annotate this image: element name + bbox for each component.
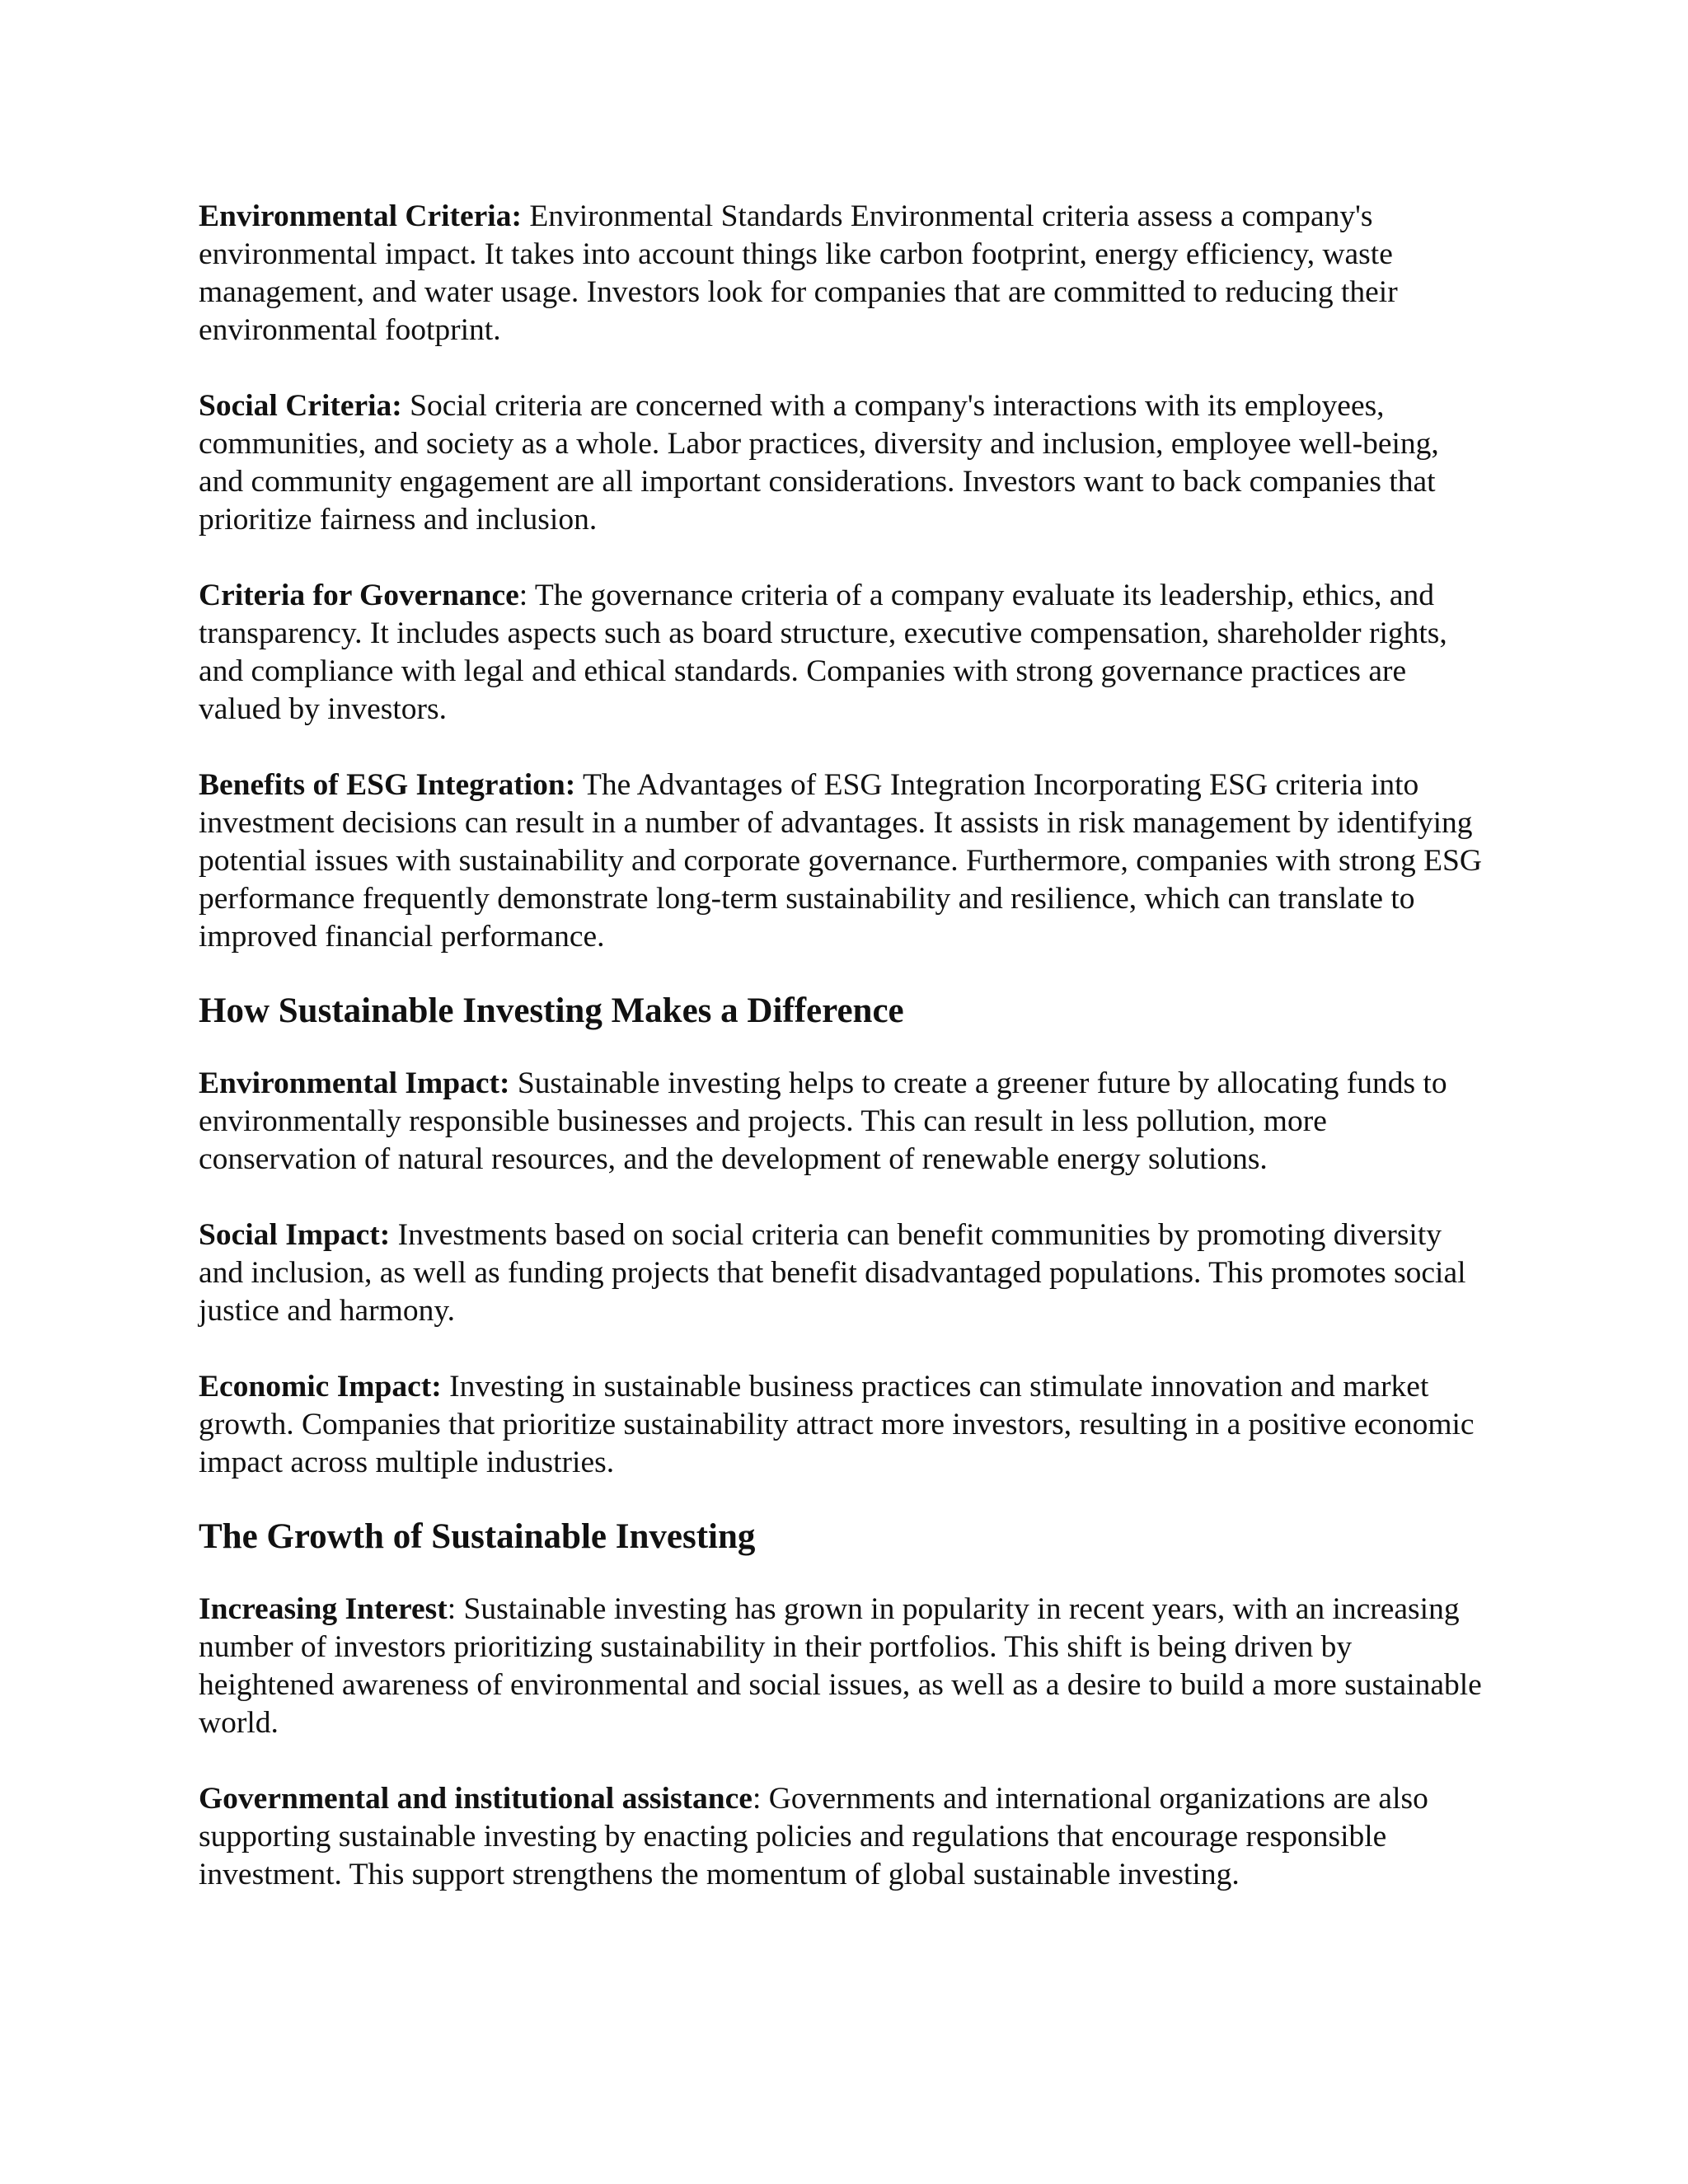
paragraph-label: Environmental Impact:	[199, 1066, 510, 1100]
paragraph-label: Governmental and institutional assistance	[199, 1782, 753, 1816]
paragraph-text: Social criteria are concerned with a company's interactions with its employees, communities, and society as a whole. Labor practices, diversity and inclusion, employee well-being, and community engagement are all important considerations. Investors want to back companies that prioritize fairness and inclusion.	[199, 389, 1439, 537]
paragraph-label: Increasing Interest	[199, 1592, 448, 1626]
paragraph-label: Environmental Criteria:	[199, 199, 522, 233]
paragraph-institutional-assistance	[199, 1780, 1489, 1894]
paragraph-label: Social Impact:	[199, 1218, 391, 1252]
paragraph-esg-benefits	[199, 766, 1489, 956]
paragraph-environmental-impact	[199, 1065, 1489, 1179]
document-page	[199, 198, 1489, 1894]
paragraph-label: Economic Impact:	[199, 1370, 442, 1404]
paragraph-text: : Sustainable investing has grown in popularity in recent years, with an increasing number of investors prioritizing sustainability in their portfolios. This shift is being driven by heightened awareness of environmental and social issues, as well as a desire to build a more sustainable world.	[199, 1592, 1482, 1740]
paragraph-label: Social Criteria:	[199, 389, 402, 423]
paragraph-text: Investments based on social criteria can benefit communities by promoting diversity and inclusion, as well as funding projects that benefit disadvantaged populations. This promotes social justice and harmony.	[199, 1218, 1466, 1328]
paragraph-text: Investing in sustainable business practices can stimulate innovation and market growth. Companies that prioritize sustainability attract more investors, resulting in a positive economic impact across multiple industries.	[199, 1370, 1475, 1479]
paragraph-text: : Governments and international organizations are also supporting sustainable investing by enacting policies and regulations that encourage responsible investment. This support strengthens the momentum of global sustainable investing.	[199, 1782, 1428, 1891]
section-heading-growth: The Growth of Sustainable Investing	[199, 1517, 756, 1556]
paragraph-label: Criteria for Governance	[199, 579, 519, 612]
paragraph-text: Environmental Standards Environmental criteria assess a company's environmental impact. It takes into account things like carbon footprint, energy efficiency, waste management, and water usage. Investors look for companies that are committed to reducing their environmental footprint.	[199, 199, 1398, 347]
section-heading-difference: How Sustainable Investing Makes a Difference	[199, 991, 904, 1030]
paragraph-social-criteria	[199, 387, 1489, 539]
paragraph-increasing-interest	[199, 1591, 1489, 1742]
paragraph-social-impact	[199, 1216, 1489, 1330]
paragraph-label: Benefits of ESG Integration:	[199, 768, 576, 802]
paragraph-governance-criteria	[199, 577, 1489, 729]
paragraph-text: : The governance criteria of a company evaluate its leadership, ethics, and transparency. It includes aspects such as board structure, executive compensation, shareholder rights, and compliance with legal and ethical standards. Companies with strong governance practices are valued by investors.	[199, 579, 1447, 726]
paragraph-text: The Advantages of ESG Integration Incorporating ESG criteria into investment decisions can result in a number of advantages. It assists in risk management by identifying potential issues with sustainability and corporate governance. Furthermore, companies with strong ESG performance frequently demonstrate long-term sustainability and resilience, which can translate to improved financial performance.	[199, 768, 1482, 954]
paragraph-economic-impact	[199, 1368, 1489, 1482]
paragraph-environmental-criteria	[199, 198, 1489, 349]
paragraph-text: Sustainable investing helps to create a greener future by allocating funds to environmentally responsible businesses and projects. This can result in less pollution, more conservation of natural resources, and the development of renewable energy solutions.	[199, 1066, 1447, 1176]
